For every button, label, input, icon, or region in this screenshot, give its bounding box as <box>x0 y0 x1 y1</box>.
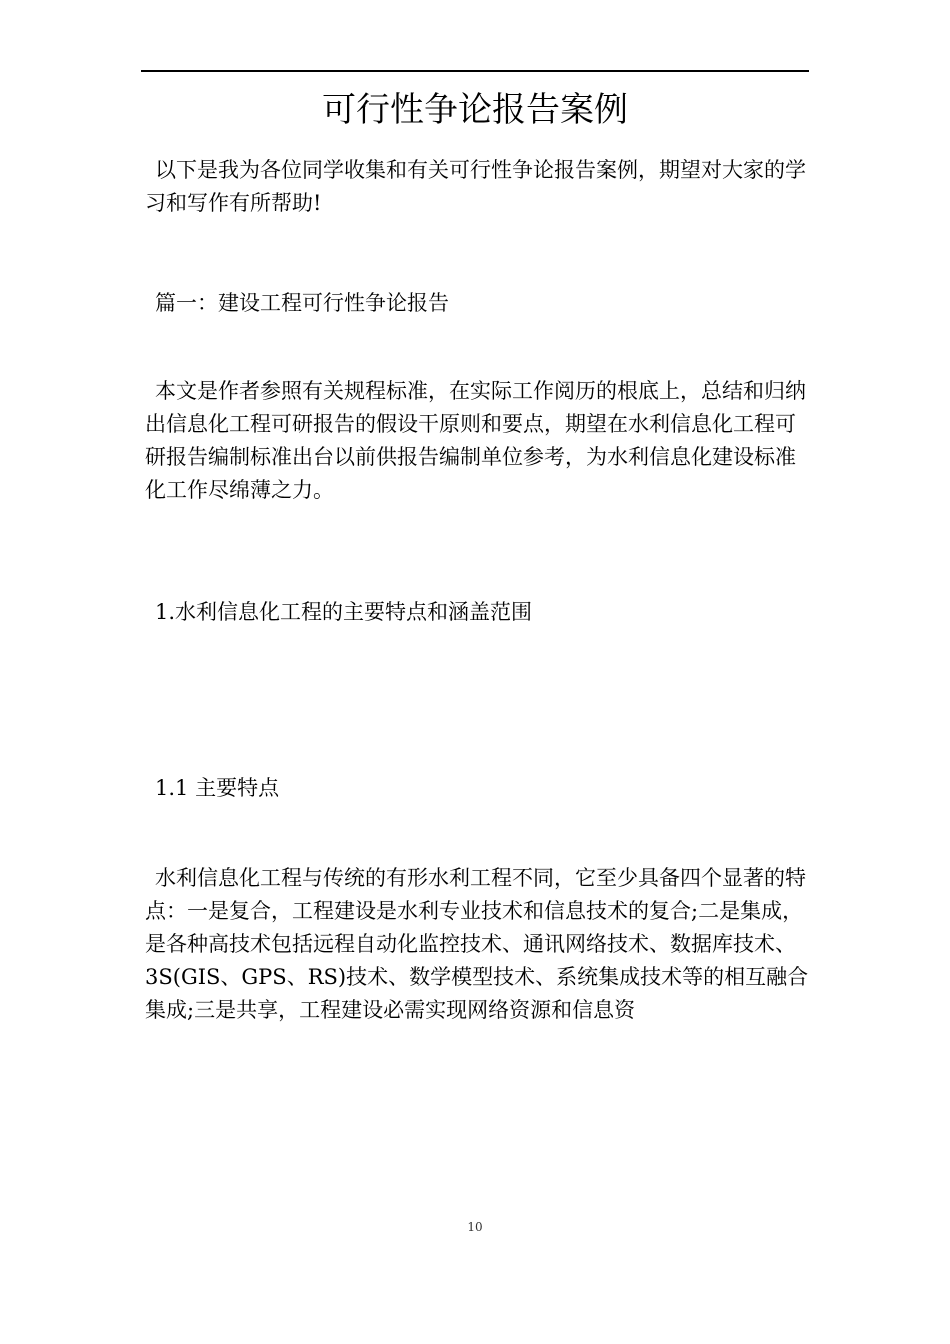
body-paragraph-2: 水利信息化工程与传统的有形水利工程不同，它至少具备四个显著的特点：一是复合，工程建设是水利专业技术和信息技术的复合;二是集成，是各种高技术包括远程自动化监控技术、通讯网络技术、数据库技术、3S(GIS、GPS、RS)技术、数学模型技术、系统集成技术等的相互融合集成;三是共享，工程建设必需实现网络资源和信息资 <box>145 866 809 1022</box>
section-heading-part-one: 篇一：建设工程可行性争论报告 <box>155 291 449 315</box>
section-heading-1-1: 1.1 主要特点 <box>155 776 280 800</box>
header-rule <box>141 70 809 72</box>
section-heading-1: 1.水利信息化工程的主要特点和涵盖范围 <box>155 600 533 624</box>
page-number: 10 <box>467 1220 483 1234</box>
document-title: 可行性争论报告案例 <box>322 90 628 130</box>
intro-paragraph: 以下是我为各位同学收集和有关可行性争论报告案例，期望对大家的学习和写作有所帮助! <box>145 158 806 215</box>
body-paragraph-1: 本文是作者参照有关规程标准，在实际工作阅历的根底上，总结和归纳出信息化工程可研报告的假设干原则和要点，期望在水利信息化工程可研报告编制标准出台以前供报告编制单位参考，为水利信息化建设标准化工作尽绵薄之力。 <box>145 379 806 502</box>
